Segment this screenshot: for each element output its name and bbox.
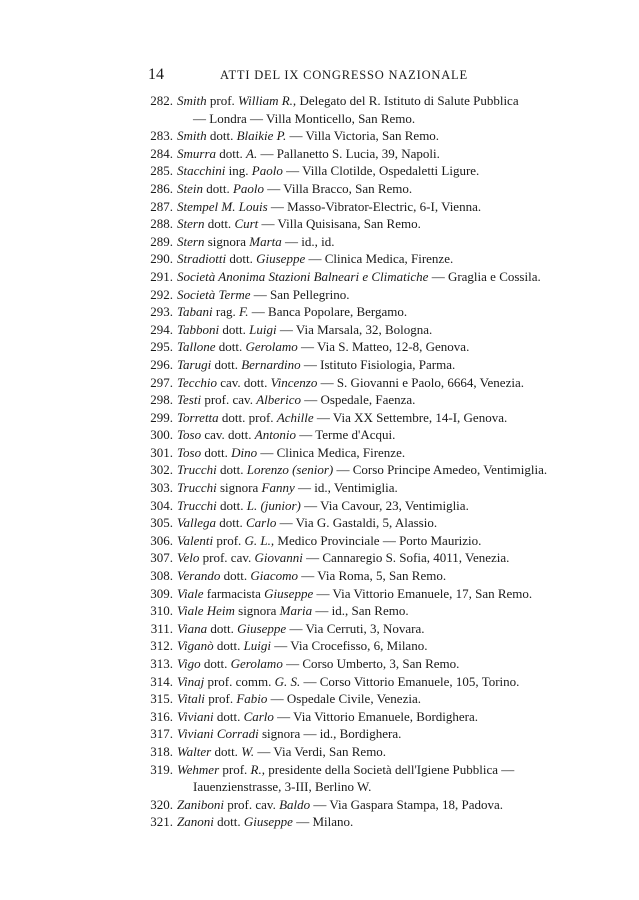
entry-name-text: Società Anonima Stazioni Balneari e Climatiche [177, 268, 429, 284]
entry-line [133, 268, 593, 286]
entry-name-text: Stacchini [177, 163, 226, 179]
entry-number: 321. [150, 814, 173, 830]
entry-name-text: Vigo [177, 656, 201, 671]
entry-name-text: Giuseppe [237, 620, 287, 636]
entry-number: 315. [150, 691, 173, 707]
entry-number: 295. [150, 339, 173, 355]
list-item [133, 374, 593, 392]
entry-number: 308. [150, 568, 173, 584]
entry-number: 310. [150, 603, 173, 619]
entry-text: dott. [213, 814, 244, 830]
entry-text: — Via Verdi, San Remo. [254, 743, 387, 759]
entry-name-text: Tarugi [177, 356, 212, 372]
entry-name-text: Vinaj [177, 673, 205, 689]
list-item [133, 426, 593, 444]
entry-text: — Londra — Villa Monticello, San Remo. [193, 110, 416, 126]
entry-name-text: Gerolamo [230, 656, 283, 671]
entry-text: — Corso Principe Amedeo, Ventimiglia. [333, 462, 548, 478]
entry-name-text: Carlo [243, 708, 274, 724]
entry-name-text: Marta [249, 233, 282, 249]
entry-name-text: Viviani [177, 708, 214, 724]
list-item [133, 567, 593, 585]
list-item [133, 250, 593, 268]
entry-number: 311. [150, 620, 173, 636]
entry-name-text: Paolo [251, 163, 283, 179]
entry-line [133, 215, 593, 233]
entry-line [133, 655, 593, 673]
entry-name-text: Viale Heim [177, 603, 235, 619]
entry-number: 293. [150, 304, 173, 320]
entry-text: dott. [220, 568, 251, 584]
entry-name-text: Stern [177, 233, 205, 249]
list-item [133, 690, 593, 708]
entry-line [133, 813, 593, 831]
entry-name-text: Dino [231, 444, 258, 460]
list-item [133, 127, 593, 145]
entry-number: 304. [150, 497, 173, 513]
entry-text: — Pallanetto S. Lucia, 39, Napoli. [257, 145, 440, 161]
entry-name-text: Walter [177, 743, 212, 759]
entry-name-text: Verando [177, 568, 221, 584]
entry-name-text: Achille [276, 409, 314, 425]
entry-text: dott. [211, 743, 242, 759]
entry-text: — id., id. [281, 233, 335, 249]
entry-text: — Istituto Fisiologia, Parma. [300, 356, 456, 372]
list-item [133, 286, 593, 304]
entry-text: dott. [203, 180, 233, 196]
entry-text: prof. [219, 761, 251, 777]
entry-name-text: Viana [177, 620, 208, 636]
entry-text: — Via G. Gastaldi, 5, Alassio. [276, 515, 438, 531]
entry-name-text: Trucchi [177, 497, 217, 513]
list-item [133, 708, 593, 726]
entry-name-text: Giuseppe [264, 585, 314, 601]
entry-number: 313. [150, 656, 173, 671]
entry-text: dott. [211, 356, 242, 372]
entry-line [133, 690, 593, 708]
page-number: 14 [148, 66, 164, 83]
entry-text: — Ospedale, Faenza. [300, 392, 416, 408]
entry-text: — S. Giovanni e Paolo, 6664, Venezia. [317, 374, 524, 390]
entry-name-text: Gerolamo [245, 339, 298, 355]
entry-text: farmacista [203, 585, 265, 601]
entry-text: — Cannaregio S. Sofia, 4011, Venezia. [302, 550, 510, 566]
entry-text: — Masso-Vibrator-Electric, 6-I, Vienna. [267, 198, 482, 214]
entry-name-text: Stern [177, 216, 205, 232]
list-item [133, 391, 593, 409]
list-item [133, 338, 593, 356]
entry-name-text: Torretta [177, 409, 219, 425]
entry-text: — Clinica Medica, Firenze. [257, 444, 406, 460]
entry-text: signora [204, 233, 250, 249]
entry-number: 284. [150, 145, 173, 161]
entry-name-text: Antonio [254, 427, 296, 443]
entry-line [133, 514, 593, 532]
entry-name-text: G. S. [274, 673, 301, 689]
entry-name-text: F. [239, 304, 249, 320]
entry-text: presidente della Società dell'Igiene Pubblica — [265, 761, 515, 777]
page-header [148, 66, 593, 86]
entry-name-text: Smith [177, 128, 207, 144]
entry-number: 294. [150, 321, 173, 337]
entry-text: — Villa Victoria, San Remo. [286, 128, 440, 144]
entry-name-text: Giuseppe [243, 814, 293, 830]
list-item [133, 479, 593, 497]
list-item [133, 655, 593, 673]
entry-continuation-line [133, 110, 593, 128]
entry-name-text: Vitali [177, 691, 205, 707]
entry-name-text: Baldo [279, 796, 311, 812]
entry-name-text: Viale [177, 585, 204, 601]
entry-number: 316. [150, 708, 173, 724]
entry-number: 288. [150, 216, 173, 232]
entry-text: dott. [219, 321, 250, 337]
entry-name-text: W. [241, 743, 255, 759]
entry-name-text: Stein [177, 180, 203, 196]
entry-text: — Via Vittorio Emanuele, Bordighera. [273, 708, 479, 724]
entry-line [133, 303, 593, 321]
entry-name-text: G. L., [244, 532, 275, 548]
entry-line [133, 479, 593, 497]
list-item [133, 497, 593, 515]
entry-text: dott. [216, 515, 246, 531]
entry-text: — Villa Quisisana, San Remo. [258, 216, 421, 232]
entry-number: 282. [150, 93, 173, 108]
list-item [133, 796, 593, 814]
entry-line [133, 620, 593, 638]
entry-name-text: Viganò [177, 638, 214, 654]
entry-text: dott. [206, 128, 237, 144]
entry-text: — San Pellegrino. [250, 286, 350, 302]
entry-name-text: Viviani Corradi [177, 726, 259, 742]
entry-text: — Via Cerruti, 3, Novara. [286, 620, 425, 636]
entry-text: signora — id., Bordighera. [258, 726, 402, 742]
list-item [133, 321, 593, 339]
entry-line [133, 426, 593, 444]
entry-name-text: Carlo [245, 515, 277, 531]
list-item [133, 233, 593, 251]
entry-name-text: William R., [238, 93, 297, 108]
entry-name-text: Tallone [177, 339, 216, 355]
entry-line [133, 391, 593, 409]
entry-name-text: Stempel M. Louis [177, 198, 268, 214]
entry-line [133, 250, 593, 268]
entry-number: 283. [150, 128, 173, 144]
entry-name-text: A. [246, 145, 258, 161]
entry-name-text: Blaikie P. [236, 128, 287, 144]
entry-name-text: Smith [177, 93, 207, 108]
entry-number: 303. [150, 480, 173, 496]
list-item [133, 532, 593, 550]
list-item [133, 444, 593, 462]
entry-name-text: Valenti [177, 532, 214, 548]
entry-text: prof. [204, 691, 237, 707]
entry-line [133, 338, 593, 356]
entry-line [133, 127, 593, 145]
entry-text: ing. [225, 163, 252, 179]
entry-number: 287. [150, 198, 173, 214]
entry-line [133, 549, 593, 567]
entry-line [133, 461, 593, 479]
entry-text: — Villa Bracco, San Remo. [264, 180, 413, 196]
entry-text: rag. [212, 304, 240, 320]
entry-name-text: Tecchio [177, 374, 217, 390]
list-item [133, 514, 593, 532]
entry-text: dott. [216, 497, 247, 513]
entry-number: 302. [150, 462, 173, 478]
entry-number: 307. [150, 550, 173, 566]
entry-number: 292. [150, 286, 173, 302]
list-item [133, 813, 593, 831]
entry-name-text: Trucchi [177, 462, 217, 478]
entry-continuation-line [133, 778, 593, 796]
entry-text: dott. [215, 339, 246, 355]
entry-line [133, 374, 593, 392]
entry-text: — Via Roma, 5, San Remo. [298, 568, 447, 584]
entry-number: 309. [150, 585, 173, 601]
list-item [133, 673, 593, 691]
entry-text: dott. [213, 638, 244, 654]
list-item [133, 215, 593, 233]
entry-text: — Graglia e Cossila. [428, 268, 541, 284]
entry-text: — Banca Popolare, Bergamo. [248, 304, 408, 320]
list-item [133, 92, 593, 127]
list-item [133, 145, 593, 163]
list-item [133, 356, 593, 374]
entry-text: prof. comm. [204, 673, 275, 689]
entry-number: 318. [150, 743, 173, 759]
entry-name-text: Tabani [177, 304, 213, 320]
entry-name-text: Lorenzo (senior) [246, 462, 334, 478]
entry-number: 320. [150, 796, 173, 812]
entry-number: 285. [150, 163, 173, 179]
entry-line [133, 585, 593, 603]
entry-name-text: Testi [177, 392, 202, 408]
entry-name-text: Smurra [177, 145, 217, 161]
entry-text: — Via XX Settembre, 14-I, Genova. [313, 409, 508, 425]
list-item [133, 743, 593, 761]
entry-text: — Corso Vittorio Emanuele, 105, Torino. [300, 673, 520, 689]
entry-number: 317. [150, 726, 173, 742]
entry-line [133, 233, 593, 251]
entry-name-text: Alberico [256, 392, 301, 408]
list-item [133, 725, 593, 743]
entry-text: prof. [206, 93, 239, 108]
entry-text: — Via Crocefisso, 6, Milano. [271, 638, 428, 654]
entry-number: 299. [150, 409, 173, 425]
entry-line [133, 567, 593, 585]
entry-text: — Milano. [292, 814, 354, 830]
entry-text: — Ospedale Civile, Venezia. [267, 691, 421, 707]
entry-name-text: R., [250, 761, 265, 777]
entry-text: prof. cav. [201, 392, 257, 408]
entry-name-text: Velo [177, 550, 200, 566]
entry-line [133, 286, 593, 304]
entry-text: — Via Vittorio Emanuele, 17, San Remo. [313, 585, 533, 601]
entry-name-text: Vincenzo [270, 374, 318, 390]
entry-name-text: Zaniboni [177, 796, 224, 812]
list-item [133, 303, 593, 321]
entry-text: dott. [204, 216, 235, 232]
entry-text: dott. [216, 145, 246, 161]
entry-name-text: Zanoni [177, 814, 214, 830]
entry-name-text: Società Terme [177, 286, 251, 302]
entry-number: 305. [150, 515, 173, 531]
entry-text: dott. [207, 620, 238, 636]
entry-line [133, 145, 593, 163]
entry-number: 289. [150, 233, 173, 249]
entry-line [133, 321, 593, 339]
entry-name-text: Luigi [243, 638, 272, 654]
entry-name-text: Maria [279, 603, 313, 619]
entry-number: 296. [150, 356, 173, 372]
entry-line [133, 162, 593, 180]
entry-name-text: Toso [177, 427, 202, 443]
entry-number: 298. [150, 392, 173, 408]
list-item [133, 180, 593, 198]
entry-text: prof. [213, 532, 245, 548]
entry-line [133, 198, 593, 216]
entry-text: — id., Ventimiglia. [294, 480, 398, 496]
list-item [133, 268, 593, 286]
entry-text: signora [216, 480, 262, 496]
entry-number: 301. [150, 444, 173, 460]
entry-text: — Terme d'Acqui. [295, 427, 396, 443]
entry-line [133, 532, 593, 550]
entry-text: Delegato del R. Istituto di Salute Pubblica [296, 93, 519, 108]
entry-text: Iauenzienstrasse, 3-III, Berlino W. [193, 779, 372, 795]
entry-line [133, 444, 593, 462]
entry-text: — Clinica Medica, Firenze. [305, 251, 454, 267]
entry-text: prof. cav. [223, 796, 280, 812]
entry-line [133, 725, 593, 743]
member-list [133, 92, 593, 831]
entry-name-text: Paolo [232, 180, 265, 196]
entry-name-text: Wehmer [177, 761, 220, 777]
entry-number: 306. [150, 532, 173, 548]
entry-number: 319. [150, 761, 173, 777]
list-item [133, 549, 593, 567]
entry-line [133, 673, 593, 691]
entry-name-text: Trucchi [177, 480, 217, 496]
entry-name-text: Luigi [249, 321, 277, 337]
list-item [133, 409, 593, 427]
entry-text: dott. [213, 708, 244, 724]
entry-name-text: Tabboni [177, 321, 220, 337]
entry-line [133, 497, 593, 515]
entry-text: Medico Provinciale — Porto Maurizio. [274, 532, 482, 548]
list-item [133, 198, 593, 216]
entry-name-text: Vallega [177, 515, 216, 531]
entry-text: prof. cav. [199, 550, 255, 566]
entry-name-text: Bernardino [241, 356, 301, 372]
entry-number: 300. [150, 427, 173, 443]
entry-line [133, 761, 593, 779]
entry-text: dott. [201, 444, 232, 460]
entry-line [133, 409, 593, 427]
entry-line [133, 743, 593, 761]
entry-number: 291. [150, 268, 173, 284]
entry-text: — Via S. Matteo, 12-8, Genova. [297, 339, 470, 355]
entry-name-text: L. (junior) [246, 497, 301, 513]
entry-number: 297. [150, 374, 173, 390]
list-item [133, 162, 593, 180]
running-title: ATTI DEL IX CONGRESSO NAZIONALE [220, 68, 468, 82]
entry-text: — Via Cavour, 23, Ventimiglia. [300, 497, 469, 513]
entry-line [133, 356, 593, 374]
entry-name-text: Fabio [236, 691, 268, 707]
entry-text: dott. [200, 656, 231, 671]
entry-name-text: Giacomo [250, 568, 298, 584]
entry-text: — id., San Remo. [312, 603, 409, 619]
entry-text: dott. [216, 462, 247, 478]
list-item [133, 620, 593, 638]
list-item [133, 585, 593, 603]
entry-number: 290. [150, 251, 173, 267]
entry-text: cav. dott. [201, 427, 255, 443]
entry-name-text: Fanny [261, 480, 295, 496]
entry-name-text: Curt [234, 216, 259, 232]
list-item [133, 461, 593, 479]
entry-text: signora [234, 603, 280, 619]
entry-line [133, 180, 593, 198]
list-item [133, 602, 593, 620]
entry-name-text: Giovanni [254, 550, 303, 566]
entry-text: — Via Gaspara Stampa, 18, Padova. [310, 796, 503, 812]
entry-number: 312. [150, 638, 173, 654]
list-item [133, 761, 593, 796]
entry-line [133, 796, 593, 814]
entry-text: dott. prof. [218, 409, 277, 425]
entry-name-text: Giuseppe [256, 251, 306, 267]
entry-text: dott. [226, 251, 257, 267]
entry-line [133, 637, 593, 655]
list-item [133, 637, 593, 655]
entry-line [133, 708, 593, 726]
entry-name-text: Stradiotti [177, 251, 227, 267]
entry-number: 314. [150, 673, 173, 689]
entry-text: cav. dott. [216, 374, 271, 390]
entry-text: — Via Marsala, 32, Bologna. [276, 321, 433, 337]
entry-line [133, 92, 593, 110]
entry-number: 286. [150, 180, 173, 196]
entry-text: — Corso Umberto, 3, San Remo. [282, 656, 460, 671]
entry-text: — Villa Clotilde, Ospedaletti Ligure. [282, 163, 480, 179]
entry-name-text: Toso [177, 444, 202, 460]
entry-line [133, 602, 593, 620]
